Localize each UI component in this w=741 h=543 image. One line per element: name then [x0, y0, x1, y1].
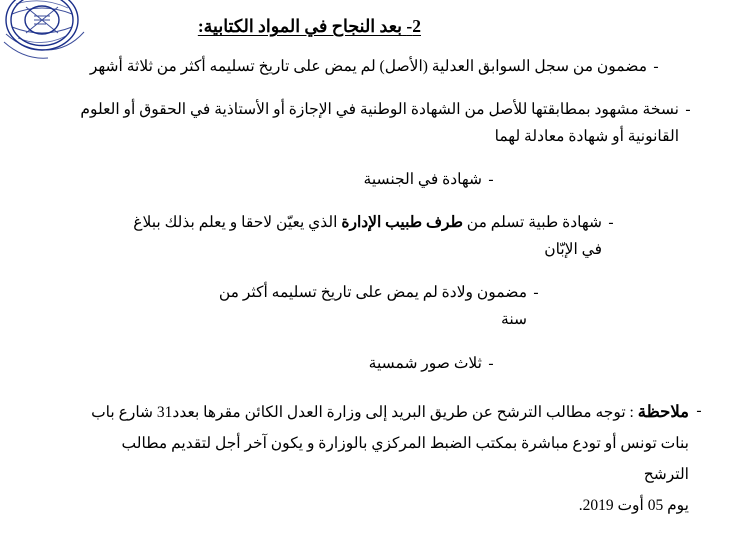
- note-line3-b: .: [578, 496, 583, 514]
- list-item-birth-certificate: [26, 279, 715, 333]
- note-line1-b: شارع باب: [91, 403, 157, 421]
- section-number: 2-: [406, 16, 421, 36]
- bullet-dash: -: [696, 401, 702, 419]
- item-text-diploma-copy-line1: نسخة مشهود بمطابقتها للأصل من الشهادة الوطنية في الإجازة أو الأستاذية في الحقوق أو العلوم: [80, 100, 679, 118]
- list-item-criminal-record: [26, 53, 715, 80]
- list-item-diploma-copy: [26, 96, 715, 150]
- medical-bold-phrase: طرف طبيب الإدارة: [341, 214, 463, 231]
- note-line2: بنات تونس أو تودع مباشرة بمكتب الضبط المركزي بالوزارة و يكون آخر أجل لتقديم مطالب الترشح: [121, 434, 689, 483]
- note-deadline-date: 05 أوت 2019: [582, 496, 664, 514]
- section-title-text: بعد النجاح في المواد الكتابية:: [197, 16, 403, 36]
- list-item-medical-certificate: [26, 209, 715, 263]
- section-title: [26, 14, 715, 39]
- medical-suffix: الذي يعيّن لاحقا و يعلم بذلك ببلاغ في الإبّان: [133, 214, 602, 259]
- bullet-dash: -: [488, 354, 494, 372]
- bullet-dash: -: [533, 284, 539, 302]
- list-item-nationality-certificate: [26, 166, 715, 193]
- note-line3-a: يوم: [663, 496, 689, 514]
- note-separator: :: [625, 403, 638, 421]
- requirements-list: [26, 53, 715, 377]
- item-text-diploma-copy-line2: القانونية أو شهادة معادلة لهما: [494, 127, 679, 145]
- bullet-dash: -: [685, 100, 691, 118]
- item-text-diploma-copy: [48, 96, 679, 150]
- note-text: [78, 395, 689, 521]
- note-submission: [26, 395, 715, 521]
- note-line1-a: توجه مطالب الترشح عن طريق البريد إلى وزارة العدل الكائن مقرها بعدد: [172, 403, 626, 421]
- bullet-dash: -: [653, 57, 659, 75]
- medical-prefix: شهادة طبية تسلم من: [462, 214, 602, 231]
- item-text-nationality-certificate: شهادة في الجنسية: [363, 170, 482, 188]
- item-text-criminal-record: مضمون من سجل السوابق العدلية (الأصل) لم يمض على تاريخ تسليمه أكثر من ثلاثة أشهر: [89, 57, 647, 75]
- item-text-photos: ثلاث صور شمسية: [368, 354, 482, 372]
- note-line1-number: 31: [156, 403, 173, 421]
- note-label: ملاحظة: [637, 401, 689, 421]
- item-text-birth-certificate: مضمون ولادة لم يمض على تاريخ تسليمه أكثر من سنة: [218, 284, 527, 329]
- item-text-medical-certificate: [121, 209, 602, 263]
- bullet-dash: -: [608, 214, 614, 231]
- bullet-dash: -: [488, 170, 494, 188]
- list-item-photos: [26, 350, 715, 377]
